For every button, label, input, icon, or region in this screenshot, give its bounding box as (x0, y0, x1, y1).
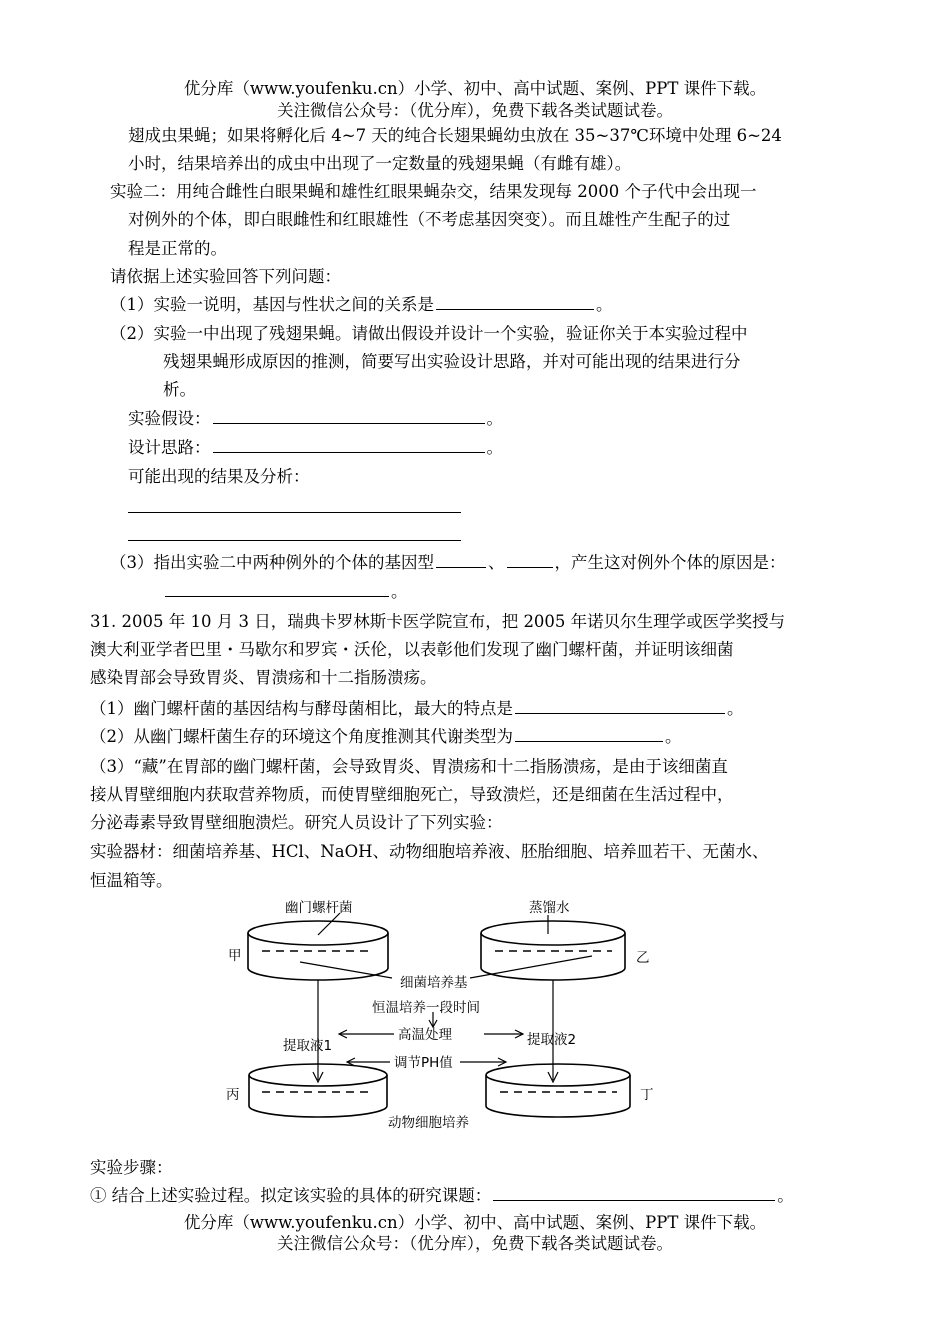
q30-q2-line-3: 析。 (163, 380, 196, 399)
label-bacteria: 幽门螺杆菌 (285, 900, 353, 916)
exp1-line-2: 小时，结果培养出的成虫中出现了一定数量的残翅果蝇（有雌有雄）。 (128, 154, 632, 173)
footer-line-2: 关注微信公众号：（优分库），免费下载各类试题试卷。 (277, 1234, 673, 1253)
q30-design-label: 设计思路： (128, 438, 211, 457)
label-yi: 乙 (636, 950, 650, 966)
header-line-1: 优分库（www.youfenku.cn）小学、初中、高中试题、案例、PPT 课件下载。 (183, 79, 767, 98)
q31-step1-period: 。 (777, 1186, 794, 1205)
label-ph: 调节PH值 (394, 1055, 453, 1071)
label-incubate: 恒温培养一段时间 (372, 1000, 480, 1016)
q31-step1 (90, 1184, 794, 1208)
q31-steps: 实验步骤： (90, 1158, 173, 1177)
q30-q2-line-2: 残翅果蝇形成原因的推测，简要写出实验设计思路，并对可能出现的结果进行分 (163, 352, 741, 371)
q31-line-1: 31. 2005 年 10 月 3 日，瑞典卡罗林斯卡医学院宣布，把 2005 年诺贝尔生理学或医学奖授与 (90, 612, 786, 631)
label-extract2: 提取液2 (527, 1032, 577, 1048)
q31-materials-line-1: 实验器材：细菌培养基、HCl、NaOH、动物细胞培养液、胚胎细胞、培养皿若干、无菌水、 (90, 842, 769, 861)
label-medium: 细菌培养基 (400, 975, 468, 991)
q30-design-period: 。 (486, 438, 503, 457)
q31-q2-text: （2）从幽门螺杆菌生存的环境这个角度推测其代谢类型为 (90, 727, 513, 746)
q31-q1-text: （1）幽门螺杆菌的基因结构与酵母菌相比，最大的特点是 (90, 699, 513, 718)
label-ding: 丁 (640, 1087, 654, 1103)
q30-q3-period: 。 (391, 582, 408, 601)
q31-q3-line-1: （3）“藏”在胃部的幽门螺杆菌，会导致胃炎、胃溃疡和十二指肠溃疡，是由于该细菌直 (90, 757, 728, 776)
dish-jia (248, 921, 388, 980)
dish-yi (481, 921, 625, 980)
q30-hypothesis-label: 实验假设： (128, 409, 211, 428)
q30-q3-sep: 、 (488, 553, 505, 572)
q30-q2-line-1: （2）实验一中出现了残翅果蝇。请做出假设并设计一个实验，验证你关于本实验过程中 (110, 324, 748, 343)
label-water: 蒸馏水 (529, 900, 570, 916)
q31-materials-line-2: 恒温箱等。 (90, 871, 173, 890)
q30-intro: 请依据上述实验回答下列问题： (110, 267, 341, 286)
exp2-line-2: 对例外的个体，即白眼雌性和红眼雄性（不考虑基因突变）。而且雄性产生配子的过 (128, 210, 731, 229)
q30-q1-text: （1）实验一说明，基因与性状之间的关系是 (110, 295, 434, 314)
label-jia: 甲 (228, 948, 242, 964)
q31-q1-period: 。 (727, 699, 744, 718)
exp2-line-3: 程是正常的。 (128, 239, 227, 258)
q31-step1-blank (493, 1184, 775, 1201)
label-bing: 丙 (226, 1087, 240, 1103)
q31-line-2: 澳大利亚学者巴里・马歇尔和罗宾・沃伦，以表彰他们发现了幽门螺杆菌，并证明该细菌 (90, 640, 734, 659)
dish-ding (486, 1064, 630, 1117)
footer-line-1: 优分库（www.youfenku.cn）小学、初中、高中试题、案例、PPT 课件下载。 (183, 1213, 767, 1232)
q30-results-label: 可能出现的结果及分析： (128, 467, 310, 486)
q31-q2-period: 。 (665, 727, 682, 746)
q30-q3-text-b: ，产生这对例外个体的原因是： (554, 553, 786, 572)
q30-q3-text-a: （3）指出实验二中两种例外的个体的基因型 (110, 553, 434, 572)
q30-hypothesis-period: 。 (486, 409, 503, 428)
q31-q3-line-3: 分泌毒素导致胃壁细胞溃烂。研究人员设计了下列实验： (90, 813, 503, 832)
q31-step1-text: ① 结合上述实验过程。拟定该实验的具体的研究课题： (90, 1186, 492, 1205)
header-line-2: 关注微信公众号：（优分库），免费下载各类试题试卷。 (277, 101, 673, 120)
label-extract1: 提取液1 (283, 1038, 333, 1054)
label-cell-culture: 动物细胞培养 (388, 1115, 469, 1131)
q31-line-3: 感染胃部会导致胃炎、胃溃疡和十二指肠溃疡。 (90, 668, 437, 687)
label-heat: 高温处理 (398, 1027, 452, 1043)
exp2-line-1: 实验二：用纯合雌性白眼果蝇和雄性红眼果蝇杂交，结果发现每 2000 个子代中会出现一 (110, 182, 757, 201)
exp1-line-1: 翅成虫果蝇；如果将孵化后 4~7 天的纯合长翅果蝇幼虫放在 35~37℃环境中处理 6~24 (128, 126, 782, 145)
q30-q1-period: 。 (596, 295, 613, 314)
q31-q3-line-2: 接从胃壁细胞内获取营养物质，而使胃壁细胞死亡，导致溃烂，还是细菌在生活过程中， (90, 785, 734, 804)
